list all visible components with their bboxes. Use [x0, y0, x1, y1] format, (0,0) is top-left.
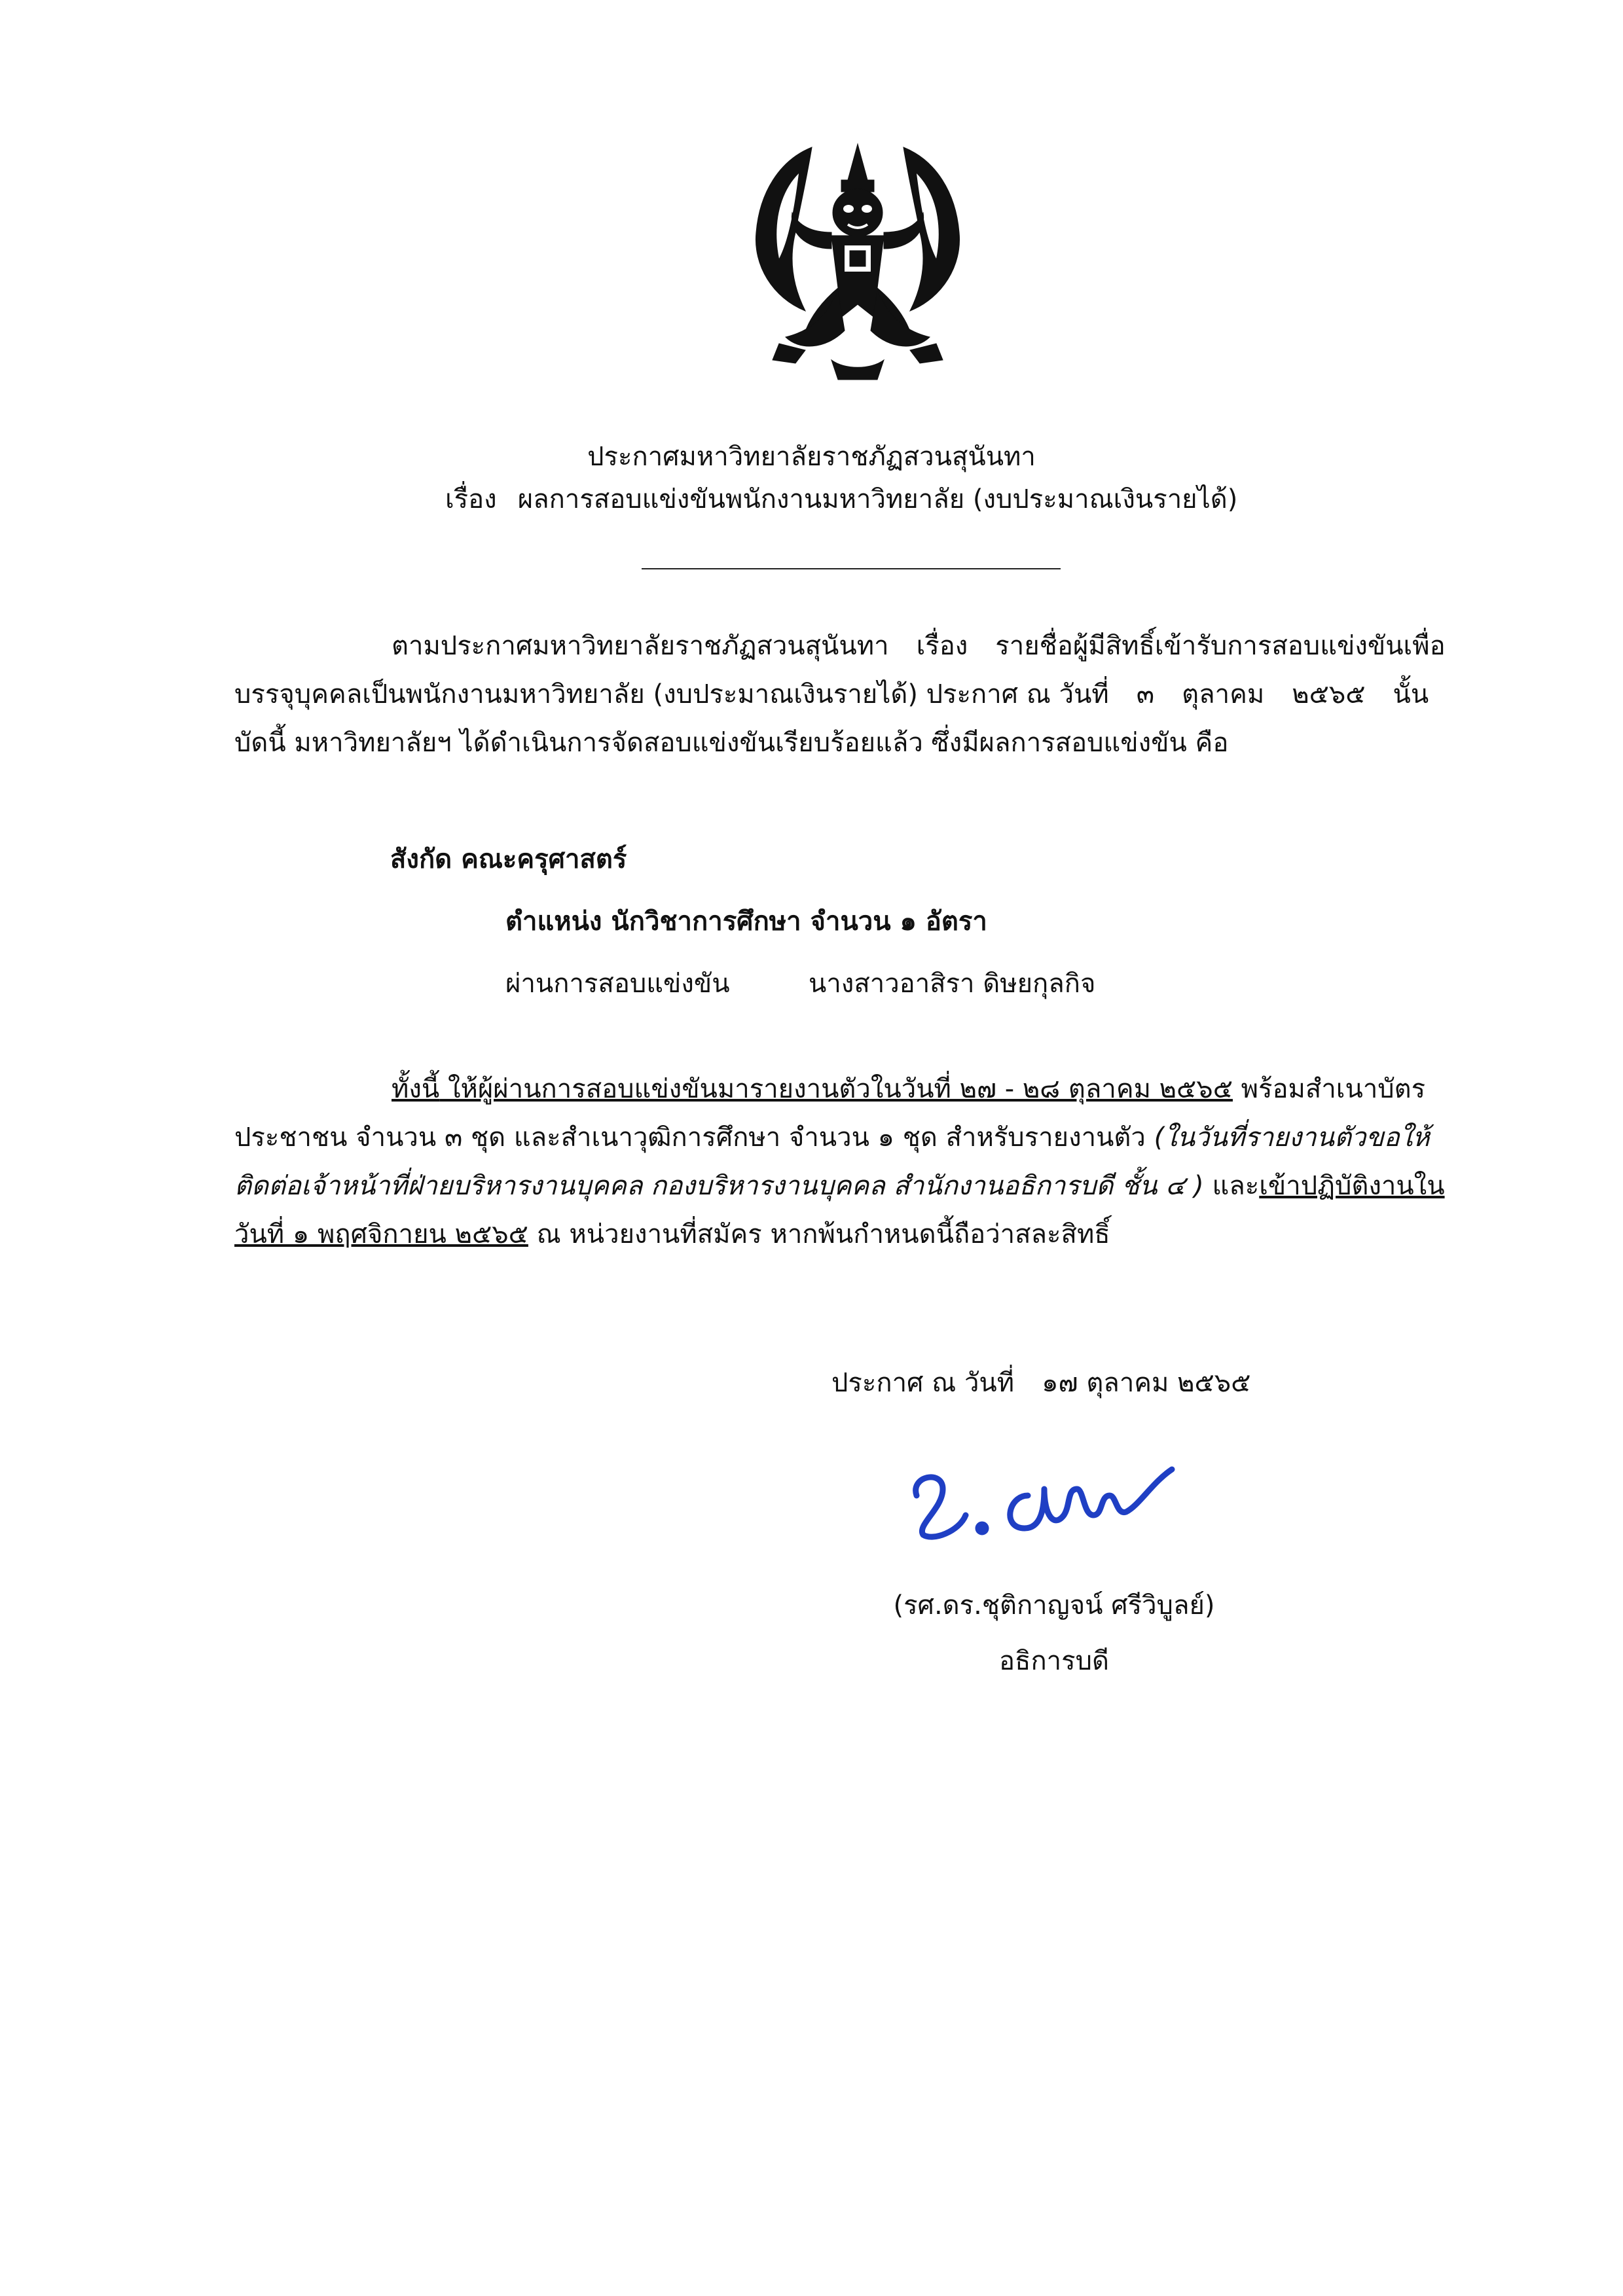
header-divider [642, 568, 1061, 569]
notice-text: และ [1203, 1171, 1260, 1201]
intro-text: ๒๕๖๕ [1292, 679, 1366, 709]
garuda-emblem [733, 134, 982, 389]
intro-text: ตามประกาศมหาวิทยาลัยราชภัฏสวนสุนันทา [392, 631, 889, 661]
notice-text: พร้อมสำเนาบัตร [1232, 1074, 1426, 1104]
notice-text: ณ หน่วยงานที่สมัคร หากพ้นกำหนดนี้ถือว่าสละสิทธิ์ [528, 1219, 1110, 1249]
document-title: ประกาศมหาวิทยาลัยราชภัฏสวนสุนันทา [587, 442, 1036, 472]
notice-text: ให้ผู้ผ่านการสอบแข่งขันมารายงานตัวในวันที่ ๒๗ - ๒๘ ตุลาคม ๒๕๖๕ [439, 1074, 1233, 1104]
subject-line [445, 481, 1237, 518]
passed-label: ผ่านการสอบแข่งขัน [505, 969, 730, 999]
intro-text: ตุลาคม [1182, 679, 1265, 709]
signer-name: (รศ.ดร.ชุติกาญจน์ ศรีวิบูลย์) [893, 1590, 1215, 1621]
intro-text: บัดนี้ มหาวิทยาลัยฯ ได้ดำเนินการจัดสอบแข่งขันเรียบร้อยแล้ว ซึ่งมีผลการสอบแข่งขัน คือ [234, 728, 1229, 758]
signer-title: อธิการบดี [999, 1646, 1109, 1676]
affiliation-heading: สังกัด คณะครุศาสตร์ [390, 844, 627, 874]
notice-text: วันที่ ๑ พฤศจิกายน ๒๕๖๕ [234, 1219, 528, 1249]
intro-text: บรรจุบุคคลเป็นพนักงานมหาวิทยาลัย (งบประมาณเงินรายได้) ประกาศ ณ วันที่ [234, 679, 1109, 709]
intro-text: นั้น [1393, 679, 1429, 709]
subject-label: เรื่อง [445, 484, 497, 514]
announce-prefix: ประกาศ ณ วันที่ [831, 1368, 1015, 1398]
intro-text: เรื่อง [916, 631, 968, 661]
notice-paragraph [234, 1065, 1478, 1259]
intro-paragraph [234, 622, 1478, 767]
notice-text: เข้าปฏิบัติงานใน [1259, 1171, 1445, 1201]
intro-text: ๓ [1136, 679, 1155, 709]
signature-image [903, 1450, 1198, 1548]
notice-text: ประชาชน จำนวน ๓ ชุด และสำเนาวุฒิการศึกษา จำนวน ๑ ชุด สำหรับรายงานตัว [234, 1122, 1154, 1153]
subject-text: ผลการสอบแข่งขันพนักงานมหาวิทยาลัย (งบประมาณเงินรายได้) [517, 484, 1238, 514]
notice-text: ทั้งนี้ [392, 1074, 440, 1104]
notice-text: ติดต่อเจ้าหน้าที่ฝ่ายบริหารงานบุคคล กองบริหารงานบุคคล สำนักงานอธิการบดี ชั้น ๔ ) [234, 1171, 1204, 1201]
announce-date: ๑๗ ตุลาคม ๒๕๖๕ [1042, 1368, 1251, 1398]
intro-text: รายชื่อผู้มีสิทธิ์เข้ารับการสอบแข่งขันเพื่อ [995, 631, 1446, 661]
position-heading: ตำแหน่ง นักวิชาการศึกษา จำนวน ๑ อัตรา [505, 906, 987, 937]
notice-text: (ในวันที่รายงานตัวขอให้ [1154, 1122, 1430, 1153]
passed-name: นางสาวอาสิรา ดิษยกุลกิจ [809, 969, 1096, 999]
announcement-date-line [831, 1365, 1250, 1401]
